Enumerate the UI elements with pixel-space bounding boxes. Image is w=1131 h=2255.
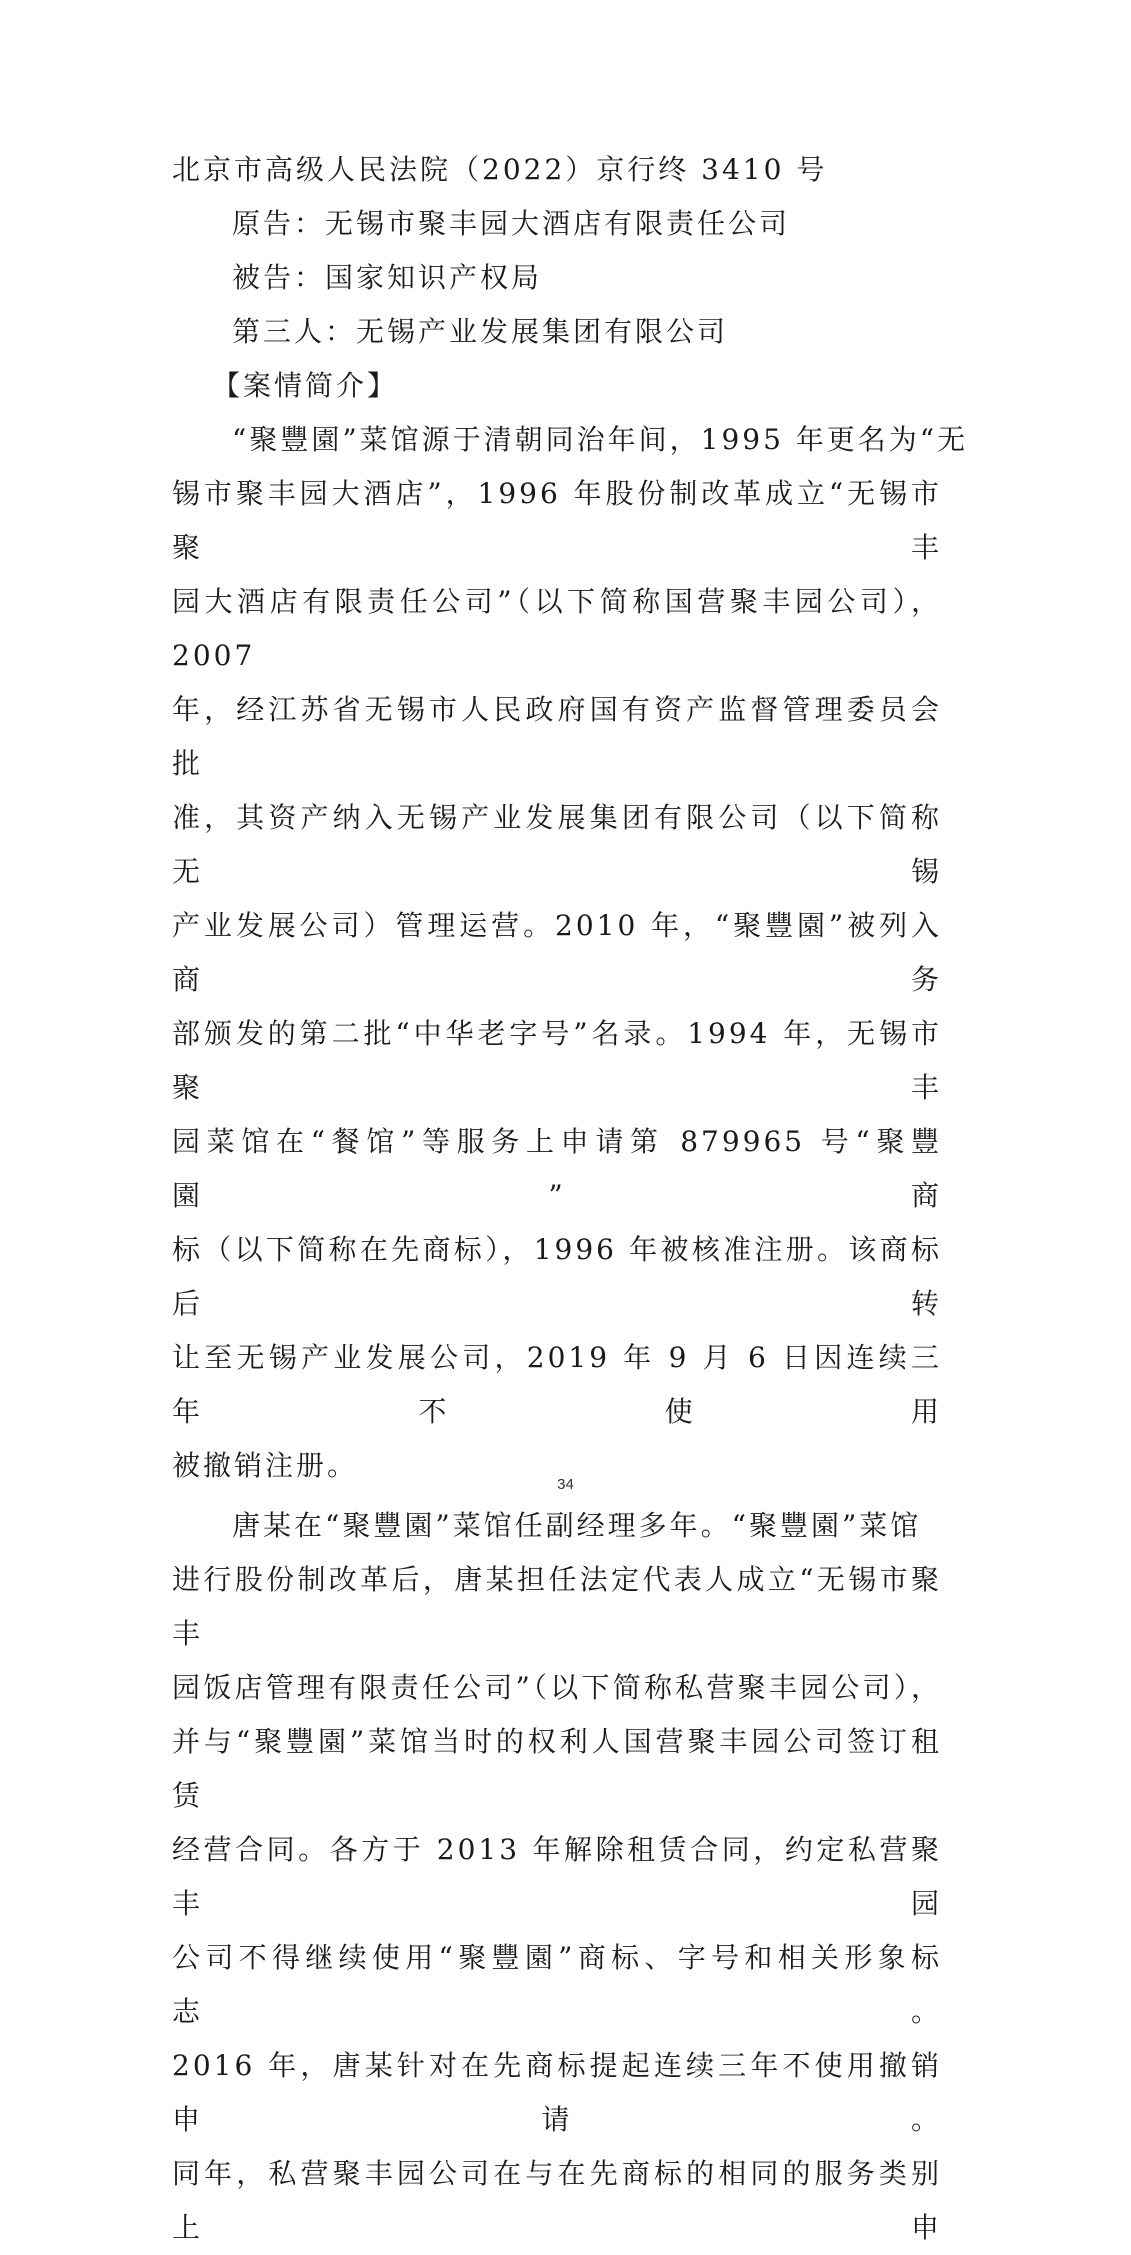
paragraph-line: 产业发展公司）管理运营。2010 年，“聚豐園”被列入商务 [172,909,942,996]
paragraph-line: 锡市聚丰园大酒店”，1996 年股份制改革成立“无锡市聚丰 [172,477,942,564]
paragraph-line: 让至无锡产业发展公司，2019 年 9 月 6 日因连续三年不使用 [172,1341,942,1428]
defendant-line: 被告：国家知识产权局 [232,261,543,294]
paragraph-tang-background [172,1499,942,2255]
plaintiff-line: 原告：无锡市聚丰园大酒店有限责任公司 [232,207,791,240]
paragraph-line: 同年，私营聚丰园公司在与在先商标的相同的服务类别上申 [172,2157,942,2244]
paragraph-line: 公司不得继续使用“聚豐園”商标、字号和相关形象标志。 [172,1941,942,2028]
paragraph-line: 2016 年，唐某针对在先商标提起连续三年不使用撤销申请。 [172,2049,942,2136]
paragraph-line: 园菜馆在“餐馆”等服务上申请第 879965 号“聚豐園”商 [172,1125,942,1212]
paragraph-line: 年，经江苏省无锡市人民政府国有资产监督管理委员会批 [172,693,942,780]
paragraph-line: “聚豐園”菜馆源于清朝同治年间，1995 年更名为“无 [232,423,969,456]
paragraph-line: 被撤销注册。 [172,1449,359,1482]
paragraph-line: 经营合同。各方于 2013 年解除租赁合同，约定私营聚丰园 [172,1833,942,1920]
paragraph-line: 唐某在“聚豐園”菜馆任副经理多年。“聚豐園”菜馆 [232,1509,922,1542]
paragraph-line: 进行股份制改革后，唐某担任法定代表人成立“无锡市聚丰 [172,1563,942,1650]
paragraph-line: 园大酒店有限责任公司”（以下简称国营聚丰园公司），2007 [172,585,942,672]
paragraph-line: 部颁发的第二批“中华老字号”名录。1994 年，无锡市聚丰 [172,1017,942,1104]
case-title: 北京市高级人民法院（2022）京行终 3410 号 [172,153,828,186]
paragraph-line: 准，其资产纳入无锡产业发展集团有限公司（以下简称无锡 [172,801,942,888]
page-number: 34 [557,1476,574,1493]
paragraph-line: 标（以下简称在先商标），1996 年被核准注册。该商标后转 [172,1233,942,1320]
paragraph-case-background [172,413,969,1493]
third-party-line: 第三人：无锡产业发展集团有限公司 [232,315,729,348]
paragraph-line: 并与“聚豐園”菜馆当时的权利人国营聚丰园公司签订租赁 [172,1725,942,1812]
paragraph-line: 园饭店管理有限责任公司”（以下简称私营聚丰园公司）， [172,1671,942,1704]
document-body [172,143,969,2255]
section-heading: 【案情简介】 [212,369,399,402]
